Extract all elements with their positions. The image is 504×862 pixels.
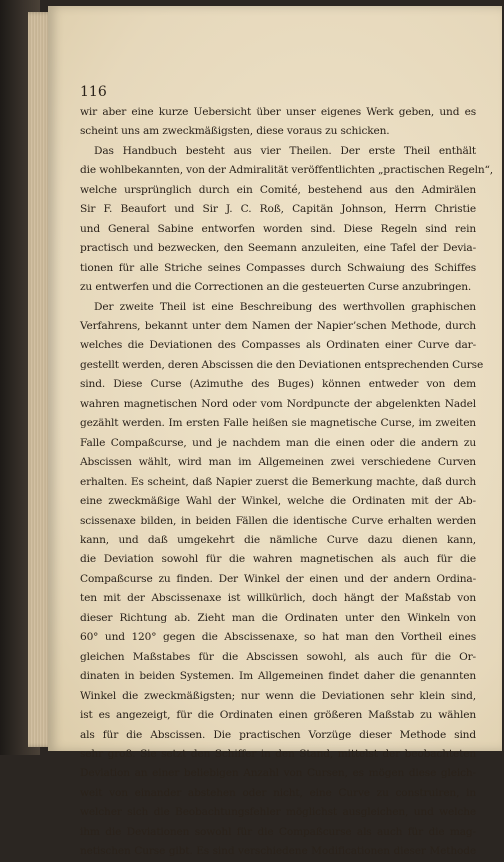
- page-number: 116: [80, 84, 107, 100]
- body-text: [80, 103, 493, 862]
- text-line: Sir F. Beaufort und Sir J. C. Roß, Capitän Johnson, Herrn Christie: [80, 203, 476, 216]
- text-line: gleichen Maßstabes für die Abscissen sowohl, als auch für die Or-: [80, 650, 476, 663]
- text-line: practisch und bezwecken, den Seemann anzuleiten, eine Tafel der Devia-: [80, 242, 476, 255]
- text-line: welche ursprünglich durch ein Comité, bestehend aus den Admirälen: [80, 183, 476, 196]
- text-line: weit von einander abstehen oder nicht, eine Curve zu construiren, in: [80, 786, 476, 799]
- text-line: Winkel die zweckmäßigsten; nur wenn die Deviationen sehr klein sind,: [80, 689, 476, 702]
- text-line: die wohlbekannten, von der Admiralität veröffentlichten „practischen Regeln“,: [80, 164, 493, 177]
- text-line: welches die Deviationen des Compasses als Ordinaten einer Curve dar-: [80, 339, 476, 352]
- text-line: gestellt werden, deren Abscissen die den Deviationen entsprechenden Curse: [80, 358, 484, 371]
- text-line: Falle Compaßcurse, und je nachdem man die einen oder die andern zu: [80, 436, 476, 449]
- text-line: gezählt werden. Im ersten Falle heißen sie magnetische Curse, im zweiten: [80, 417, 476, 430]
- text-line: ten mit der Abscissenaxe ist willkürlich, doch hängt der Maßstab von: [80, 592, 476, 605]
- text-line: Compaßcurse zu finden. Der Winkel der einen und der andern Ordina-: [80, 572, 476, 585]
- text-line: sehr groß. Sie setzt den Schiffer in den Stand, mittelst der beobachteten: [80, 747, 476, 760]
- text-line: sind. Diese Curse (Azimuthe des Buges) können entweder von dem: [80, 378, 476, 391]
- text-line: als für die Abscissen. Die practischen Vorzüge dieser Methode sind: [80, 728, 476, 741]
- text-line: netischen Curse gibt. Es sind verschiedene Modificationen dieser Methode: [80, 845, 476, 858]
- text-line: dinaten in beiden Systemen. Im Allgemeinen findet daher die genannten: [80, 670, 476, 683]
- text-line: die Deviation sowohl für die wahren magnetischen als auch für die: [80, 553, 476, 566]
- text-line: dieser Richtung ab. Zieht man die Ordinaten unter den Winkeln von: [80, 611, 476, 624]
- text-line: zu entwerfen und die Correctionen an die gesteuerten Curse anzubringen.: [80, 281, 472, 294]
- text-line: Abscissen wählt, wird man im Allgemeinen zwei verschiedene Curven: [80, 456, 476, 469]
- text-line: welcher sich die Beobachtungsfehler möglichst ausgleichen, und welche: [80, 806, 476, 819]
- text-line: und General Sabine entworfen worden sind. Diese Regeln sind rein: [80, 222, 476, 235]
- text-line: Der zweite Theil ist eine Beschreibung des werthvollen graphischen: [94, 300, 476, 313]
- text-line: Das Handbuch besteht aus vier Theilen. Der erste Theil enthält: [94, 144, 476, 157]
- text-line: tionen für alle Striche seines Compasses durch Schwaiung des Schiffes: [80, 261, 476, 274]
- text-line: scheint uns am zweckmäßigsten, diese voraus zu schicken.: [80, 125, 390, 138]
- text-line: scissenaxe bilden, in beiden Fällen die identische Curve erhalten werden: [80, 514, 476, 527]
- text-line: kann, und daß umgekehrt die nämliche Curve dazu dienen kann,: [80, 533, 476, 546]
- text-line: Deviation an einer beliebigen Anzahl von Cursen, es mögen diese gleich-: [80, 767, 476, 780]
- text-line: wir aber eine kurze Uebersicht über unser eigenes Werk geben, und es: [80, 106, 476, 118]
- text-line: ihm die Deviationen sowohl für die Compaßcurse als auch für die mag-: [80, 825, 476, 838]
- text-line: eine zweckmäßige Wahl der Winkel, welche die Ordinaten mit der Ab-: [80, 495, 476, 508]
- text-line: ist es angezeigt, für die Ordinaten einen größeren Maßstab zu wählen: [80, 709, 476, 722]
- text-line: Verfahrens, bekannt unter dem Namen der Napier’schen Methode, durch: [80, 319, 476, 332]
- text-line: 60° und 120° gegen die Abscissenaxe, so hat man den Vortheil eines: [80, 631, 476, 644]
- text-line: erhalten. Es scheint, daß Napier zuerst die Bemerkung machte, daß durch: [80, 475, 476, 488]
- text-line: wahren magnetischen Nord oder vom Nordpuncte der abgelenkten Nadel: [80, 397, 476, 410]
